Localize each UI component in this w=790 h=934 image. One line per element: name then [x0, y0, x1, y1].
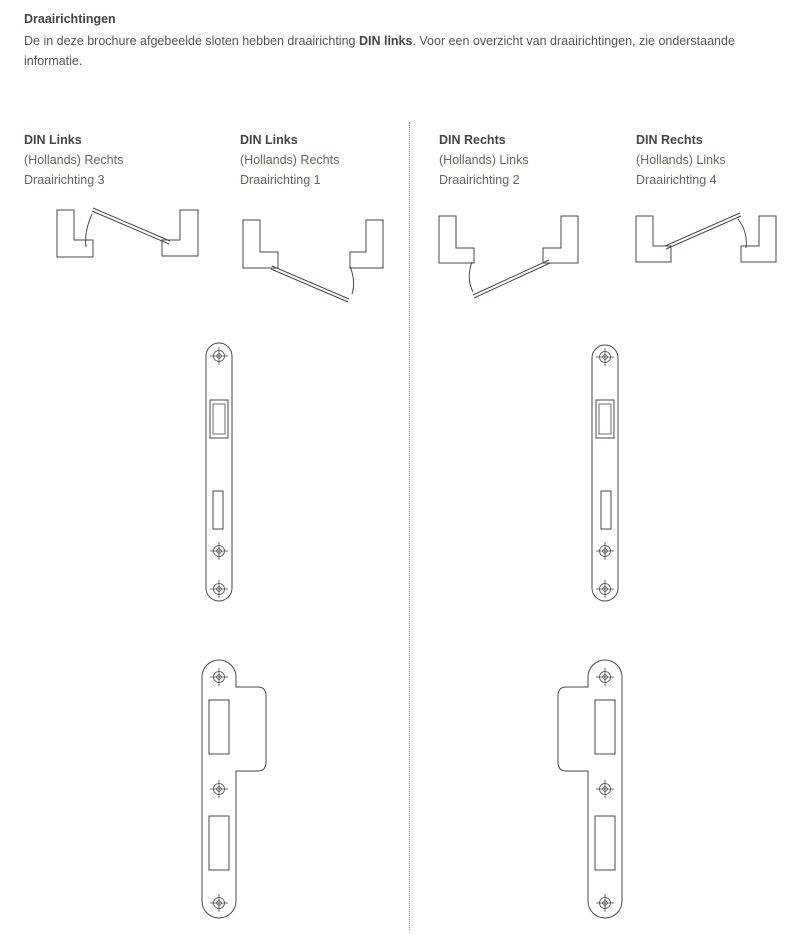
column-direction: Draairichting 4	[636, 173, 717, 187]
column-direction: Draairichting 2	[439, 173, 520, 187]
door-diagram-3	[57, 208, 198, 257]
column-direction: Draairichting 3	[24, 173, 105, 187]
column-title: DIN Links	[240, 133, 298, 147]
door-diagram-1	[243, 220, 383, 302]
lock-faceplate-left	[206, 343, 232, 601]
strike-plate-right	[558, 660, 622, 918]
strike-plate-left	[202, 660, 266, 918]
intro-bold: DIN links	[358, 34, 413, 48]
intro-before: De in deze brochure afgebeelde sloten hebben draairichting	[24, 34, 359, 48]
door-diagram-4	[636, 213, 776, 262]
page-title: Draairichtingen	[24, 12, 116, 26]
column-subtitle: (Hollands) Links	[439, 153, 529, 167]
intro-after: . Voor een overzicht van draairichtingen, zie onderstaande informatie.	[24, 34, 735, 68]
column-subtitle: (Hollands) Rechts	[240, 153, 340, 167]
column-subtitle: (Hollands) Links	[636, 153, 726, 167]
column-title: DIN Links	[24, 133, 82, 147]
lock-faceplate-right	[592, 345, 618, 601]
column-title: DIN Rechts	[636, 133, 703, 147]
column-direction: Draairichting 1	[240, 173, 321, 187]
column-title: DIN Rechts	[439, 133, 506, 147]
column-subtitle: (Hollands) Rechts	[24, 153, 124, 167]
door-diagram-2	[439, 216, 578, 298]
